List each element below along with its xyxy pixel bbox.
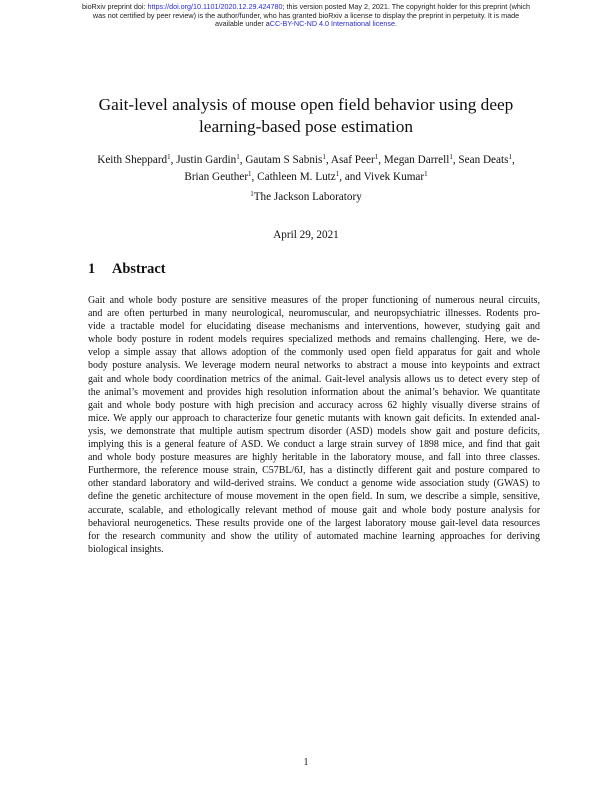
abstract-line: body posture analysis. We leverage modern neural networks to abstract a mouse into keypoints and extract (88, 360, 540, 372)
affiliation (60, 191, 552, 203)
abstract-line: and whole body posture measures are highly heritable in the laboratory mouse, and fall into three classes. (88, 452, 540, 464)
author-name: Brian Geuther (184, 171, 249, 183)
author-name: Megan Darrell (383, 154, 450, 166)
author-affiliation-mark: 1 (248, 170, 252, 178)
author-affiliation-mark: 1 (236, 153, 240, 161)
section-heading (88, 261, 166, 278)
author (184, 171, 251, 183)
header-text: bioRxiv preprint doi: (81, 2, 148, 11)
abstract-line: gait and whole body posture with high precision and accuracy across 62 highly visually diverse strains of (88, 399, 540, 411)
title-line: Gait-level analysis of mouse open field behavior using deep (98, 95, 514, 114)
author-affiliation-mark: 1 (424, 170, 428, 178)
abstract-line: whole body posture in rodent models requires specialized methods and remains challenging. Here, we de- (88, 334, 540, 346)
abstract-line: gait and whole body coordination metrics of the animal. Gait-level analysis allows us to detect every step of (88, 373, 540, 385)
author (97, 154, 170, 166)
header-text: available under a (215, 19, 270, 29)
header-text: was not certified by peer review) is the author/funder, who has granted bioRxiv a license to display the preprint in perpetuity. It is made (92, 10, 520, 20)
section-number: 1 (88, 261, 96, 277)
author (331, 154, 378, 166)
abstract-line: and are often perturbed in many neurological, neuromuscular, and neuropsychiatric illnesses. Rodents pro- (88, 308, 540, 320)
author (345, 171, 428, 183)
doi-link[interactable]: https://doi.org/10.1101/2020.12.29.424780 (147, 2, 283, 11)
abstract-line: mice. We apply our approach to characterize four genetic mutants with known gait deficits. In extended anal- (88, 412, 540, 424)
author-name: Sean Deats (458, 154, 509, 166)
author (257, 171, 339, 183)
abstract-line: behavioral neurogenetics. These results provide one of the largest laboratory mouse gait-level data resources (88, 517, 540, 529)
abstract-line: the animal’s movement and provides high resolution information about the animal’s behavior. We quantitate (88, 386, 540, 398)
date: April 29, 2021 (273, 229, 339, 241)
abstract-line: other standard laboratory and wild-derived strains. We conduct a genome wide association study (GWAS) to (88, 478, 540, 490)
abstract-body (88, 294, 540, 556)
abstract-line: accurate, scalable, and ethologically relevant method of mouse gait and whole body posture analysis for (88, 504, 540, 516)
section-title: Abstract (112, 261, 166, 277)
author (176, 154, 239, 166)
author-name: Justin Gardin (176, 154, 237, 166)
author-name: Keith Sheppard (97, 154, 168, 166)
license-link[interactable]: CC-BY-NC-ND 4.0 International license (269, 19, 395, 29)
affiliation-name: The Jackson Laboratory (253, 191, 362, 203)
author-affiliation-mark: 1 (167, 153, 171, 161)
author-affiliation-mark: 1 (374, 153, 379, 161)
author-name: Cathleen M. Lutz (257, 171, 336, 183)
abstract-line: Furthermore, the reference mouse strain, C57BL/6J, has a distinctly different gait and posture compared to (88, 465, 540, 477)
abstract-line: Gait and whole body posture are sensitive measures of the proper functioning of numerous neural circuits, (88, 295, 540, 306)
header-text: . (394, 19, 397, 29)
affiliation-mark: 1 (250, 190, 254, 198)
abstract-line: implying this is a general feature of ASD. We conduct a large strain survey of 1898 mice, and find that gait (88, 439, 540, 451)
author (384, 154, 453, 166)
paper-title (60, 94, 552, 138)
header-text: ; this version posted May 2, 2021. The copyright holder for this preprint (which (282, 2, 531, 11)
author-name: Asaf Peer (330, 154, 375, 166)
page-number: 1 (303, 757, 309, 768)
abstract-line: vide a tractable model for elucidating disease mechanisms and interventions, however, studying gait and (88, 321, 540, 333)
preprint-header (0, 3, 612, 29)
author-name: Gautam S Sabnis (245, 154, 323, 166)
abstract-line: biological insights. (88, 543, 164, 555)
abstract-line: for the research community and show the utility of automated machine learning approaches for deriving (88, 530, 540, 542)
abstract-line: define the genetic architecture of mouse movement in the open field. In sum, we describe a simple, sensitive, (88, 491, 540, 503)
abstract-line: velop a simple assay that allows adoption of the commonly used open field apparatus for gait and whole (88, 347, 540, 359)
author-affiliation-mark: 1 (508, 153, 512, 161)
author-affiliation-mark: 1 (335, 170, 340, 178)
author-list: Keith Sheppard$^1$, Justin Gardin$^1$, Gautam S Sabnis$^1$, Asaf Peer$^1$, Megan Darrell$^1$, Sean Deats$^1$, Brian Geuther$^1$, Cathleen M. Lutz$^1$, and Vivek Kumar$^1$ (97, 153, 515, 183)
author-name: and Vivek Kumar (344, 171, 425, 183)
author (458, 154, 512, 166)
author (245, 154, 326, 166)
author-affiliation-mark: 1 (322, 153, 326, 161)
title-line: learning-based pose estimation (198, 117, 414, 136)
author-affiliation-mark: 1 (449, 153, 453, 161)
abstract-line: ysis, we demonstrate that multiple autism spectrum disorder (ASD) models show gait and posture deficits, (88, 425, 540, 437)
